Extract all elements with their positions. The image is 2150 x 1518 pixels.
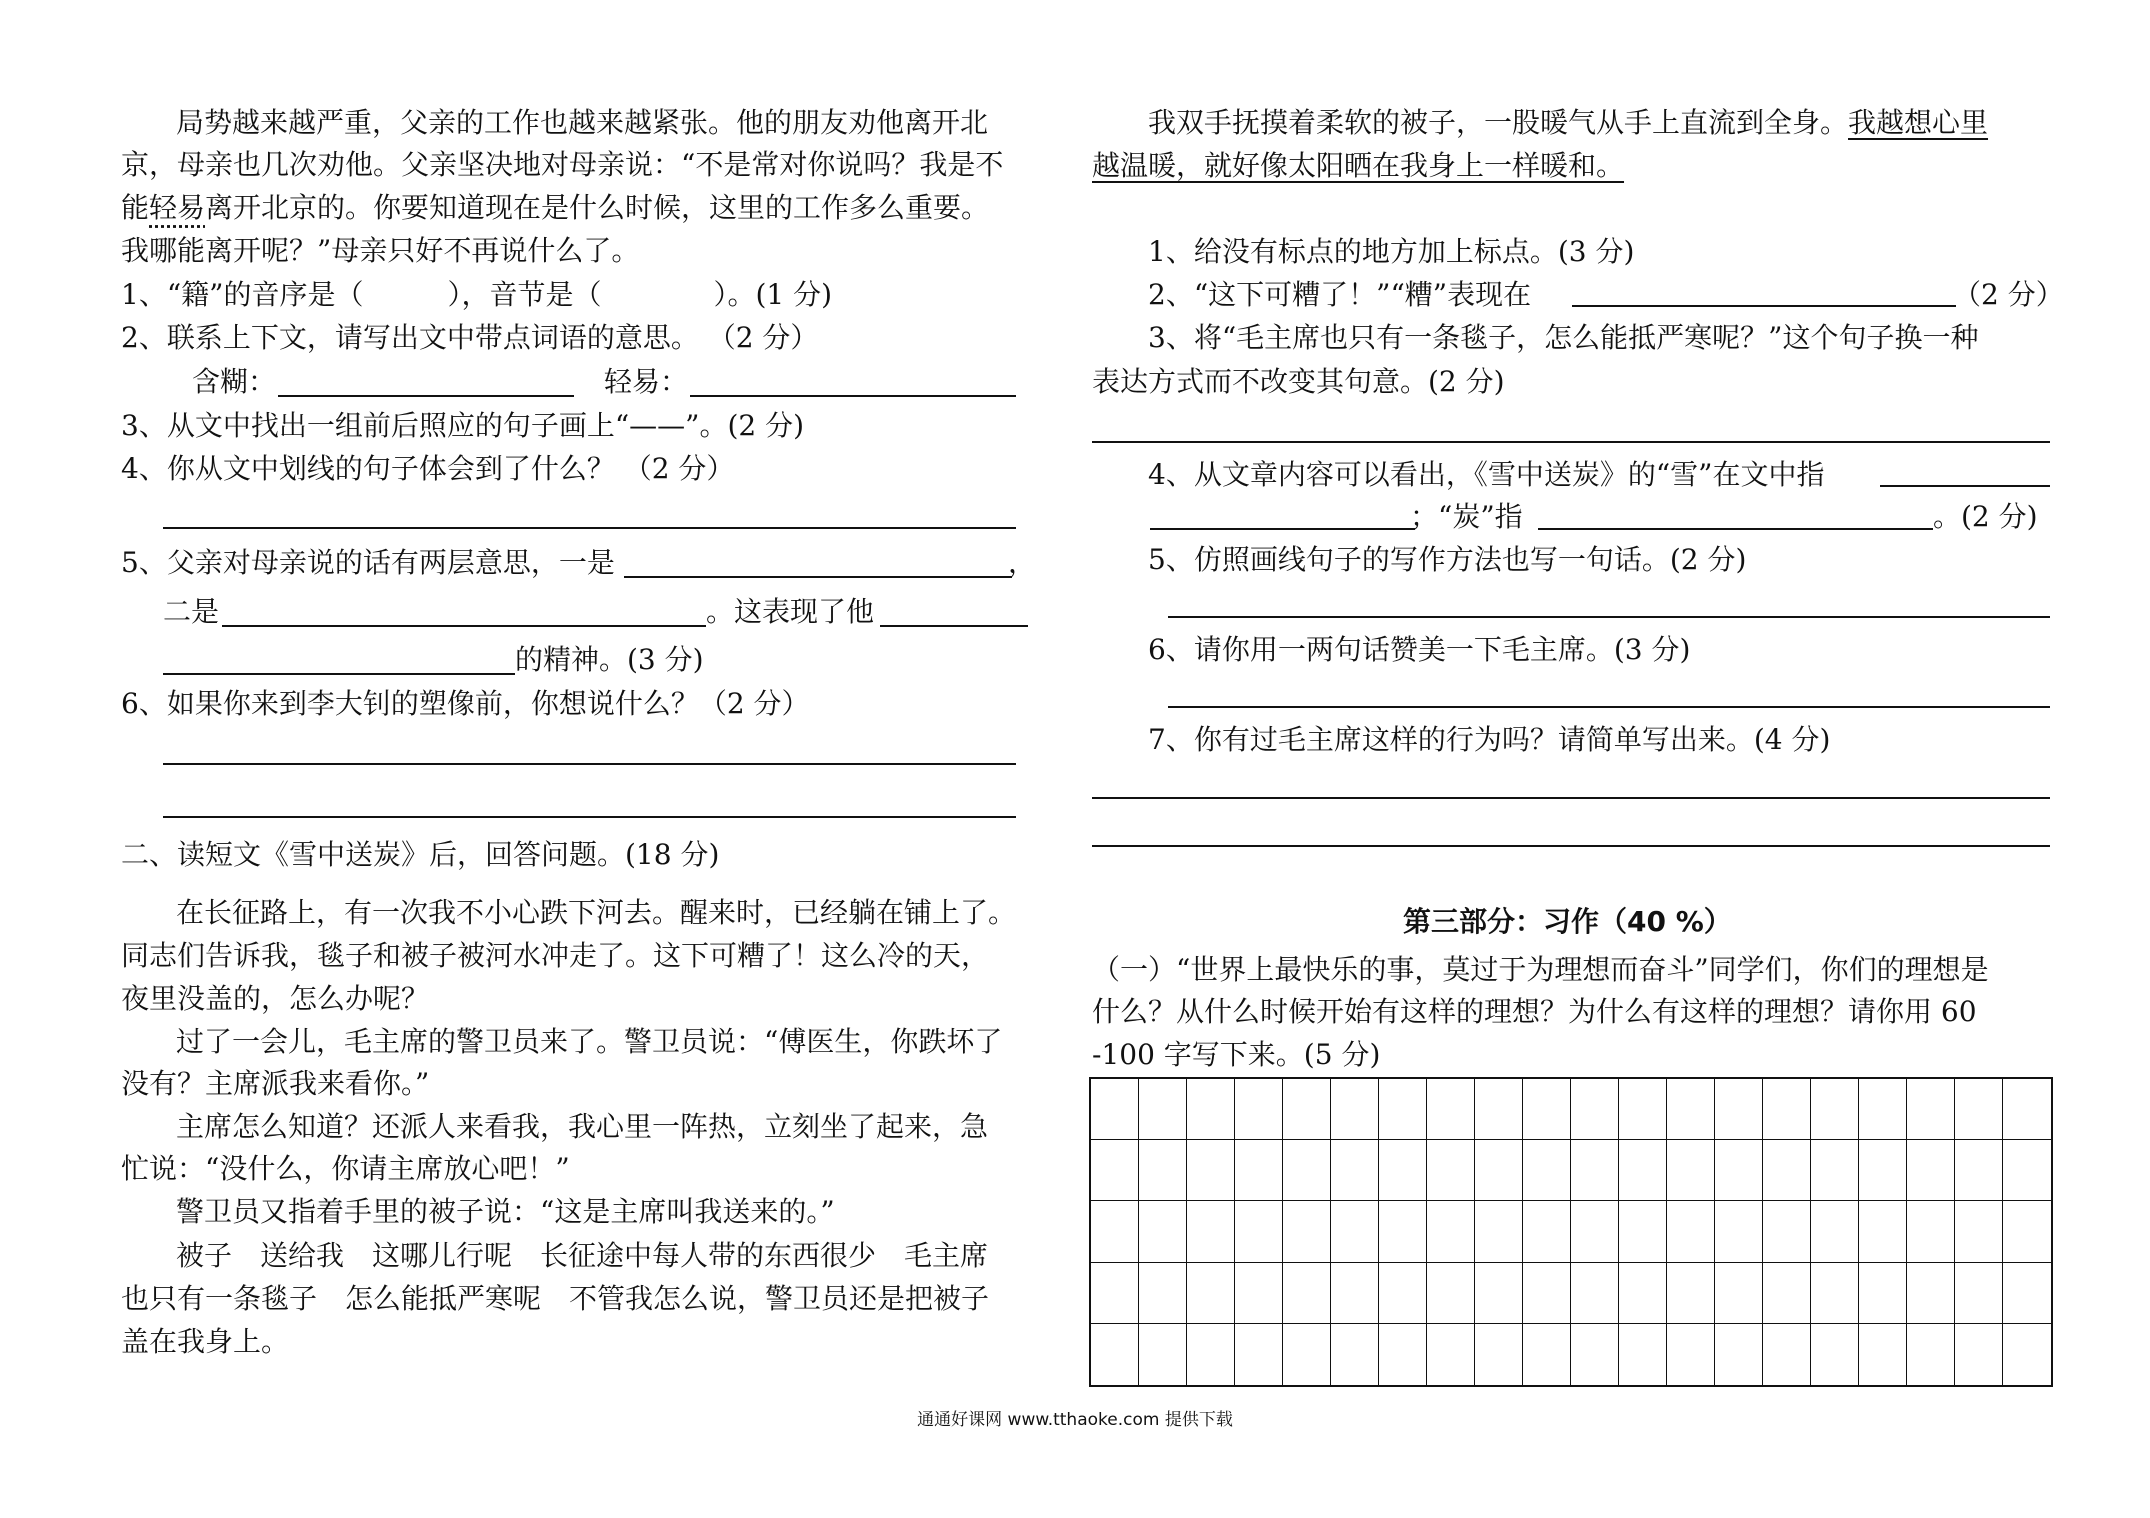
right-passage-line1: 我双手抚摸着柔软的被子，一股暖气从手上直流到全身。我越想心里 — [1148, 106, 1989, 139]
answer-line-q5-2[interactable] — [222, 625, 706, 627]
question-5-part3: 。这表现了他 — [706, 595, 875, 628]
grid-cell[interactable] — [1667, 1140, 1715, 1201]
grid-cell[interactable] — [1859, 1324, 1907, 1385]
passage1-line1: 局势越来越严重，父亲的工作也越来越紧张。他的朋友劝他离开北 — [176, 106, 989, 139]
answer-line-rq4-3[interactable] — [1538, 528, 1933, 530]
grid-cell[interactable] — [1571, 1263, 1619, 1324]
grid-cell[interactable] — [1427, 1079, 1475, 1140]
grid-cell[interactable] — [1187, 1324, 1235, 1385]
grid-cell[interactable] — [1427, 1140, 1475, 1201]
right-question-7: 7、你有过毛主席这样的行为吗？请简单写出来。(4 分) — [1148, 723, 1831, 756]
answer-line-q4[interactable] — [163, 527, 1016, 529]
grid-cell[interactable] — [1187, 1079, 1235, 1140]
grid-cell[interactable] — [1907, 1140, 1955, 1201]
grid-cell[interactable] — [1331, 1140, 1379, 1201]
grid-cell[interactable] — [1859, 1263, 1907, 1324]
answer-line-rq2[interactable] — [1572, 305, 1956, 307]
grid-cell[interactable] — [1859, 1079, 1907, 1140]
question-2-hanhu-label: 含糊： — [192, 365, 277, 398]
answer-line-rq7-1[interactable] — [1092, 797, 2050, 799]
question-3: 3、从文中找出一组前后照应的句子画上“——”。(2 分) — [121, 409, 805, 442]
grid-cell[interactable] — [1811, 1263, 1859, 1324]
grid-cell[interactable] — [1571, 1079, 1619, 1140]
answer-line-q5-3[interactable] — [880, 625, 1028, 627]
right-question-1: 1、给没有标点的地方加上标点。(3 分) — [1148, 235, 1635, 268]
answer-line-q6-1[interactable] — [163, 763, 1016, 765]
story-line9: 被子 送给我 这哪儿行呢 长征途中每人带的东西很少 毛主席 — [176, 1239, 989, 1272]
grid-cell[interactable] — [1283, 1140, 1331, 1201]
grid-cell[interactable] — [1235, 1263, 1283, 1324]
writing-grid[interactable] — [1089, 1077, 2053, 1387]
right-question-5: 5、仿照画线句子的写作方法也写一句话。(2 分) — [1148, 543, 1747, 576]
grid-cell[interactable] — [1187, 1201, 1235, 1262]
grid-cell[interactable] — [1283, 1324, 1331, 1385]
grid-cell[interactable] — [2003, 1324, 2051, 1385]
story-line5: 没有？主席派我来看你。” — [121, 1067, 430, 1100]
answer-line-q6-2[interactable] — [163, 816, 1016, 818]
passage1-line2: 京，母亲也几次劝他。父亲坚决地对母亲说：“不是常对你说吗？我是不 — [121, 148, 1004, 181]
grid-cell[interactable] — [1235, 1140, 1283, 1201]
grid-cell[interactable] — [1619, 1324, 1667, 1385]
answer-line-rq5[interactable] — [1168, 616, 2050, 618]
grid-cell[interactable] — [1907, 1263, 1955, 1324]
writing-prompt-line2: 什么？从什么时候开始有这样的理想？为什么有这样的理想？请你用 60 — [1092, 995, 1977, 1028]
answer-line-rq4-1[interactable] — [1880, 485, 2050, 487]
answer-line-rq4-2[interactable] — [1150, 528, 1415, 530]
question-5-part4: 的精神。(3 分) — [515, 643, 704, 676]
grid-cell[interactable] — [1667, 1079, 1715, 1140]
answer-line-qingyi[interactable] — [690, 395, 1016, 397]
grid-cell[interactable] — [1571, 1324, 1619, 1385]
grid-cell[interactable] — [1139, 1079, 1187, 1140]
story-line10: 也只有一条毯子 怎么能抵严寒呢 不管我怎么说，警卫员还是把被子 — [121, 1282, 990, 1315]
footer-credit: 通通好课网 www.tthaoke.com 提供下载 — [917, 1410, 1233, 1430]
grid-cell[interactable] — [1283, 1201, 1331, 1262]
grid-cell[interactable] — [1331, 1324, 1379, 1385]
grid-cell[interactable] — [1427, 1263, 1475, 1324]
grid-cell[interactable] — [1907, 1324, 1955, 1385]
question-6: 6、如果你来到李大钊的塑像前，你想说什么？（2 分） — [121, 687, 810, 720]
grid-cell[interactable] — [1475, 1201, 1523, 1262]
grid-cell[interactable] — [1811, 1140, 1859, 1201]
story-line6: 主席怎么知道？还派人来看我，我心里一阵热，立刻坐了起来，急 — [176, 1110, 989, 1143]
grid-cell[interactable] — [1811, 1079, 1859, 1140]
passage1-line4: 我哪能离开呢？”母亲只好不再说什么了。 — [121, 234, 640, 267]
grid-cell[interactable] — [1619, 1079, 1667, 1140]
question-5-part1: 5、父亲对母亲说的话有两层意思，一是 — [121, 546, 615, 579]
grid-cell[interactable] — [1955, 1263, 2003, 1324]
grid-cell[interactable] — [1907, 1201, 1955, 1262]
question-2-qingyi-label: 轻易： — [604, 365, 689, 398]
grid-cell[interactable] — [1139, 1324, 1187, 1385]
writing-prompt-line3: -100 字写下来。(5 分) — [1092, 1038, 1381, 1071]
grid-cell[interactable] — [1715, 1263, 1763, 1324]
grid-cell[interactable] — [1139, 1201, 1187, 1262]
underlined-sentence-part2: 越温暖，就好像太阳晒在我身上一样暖和。 — [1092, 149, 1625, 182]
grid-cell[interactable] — [1187, 1263, 1235, 1324]
grid-cell[interactable] — [1811, 1324, 1859, 1385]
grid-cell[interactable] — [1667, 1201, 1715, 1262]
grid-cell[interactable] — [1235, 1324, 1283, 1385]
grid-cell[interactable] — [1955, 1201, 2003, 1262]
grid-cell[interactable] — [1715, 1201, 1763, 1262]
grid-cell[interactable] — [1715, 1079, 1763, 1140]
grid-cell[interactable] — [1667, 1263, 1715, 1324]
question-5-comma: ， — [1008, 546, 1037, 579]
grid-cell[interactable] — [1619, 1201, 1667, 1262]
answer-line-q5-4[interactable] — [163, 673, 515, 675]
grid-cell[interactable] — [1859, 1140, 1907, 1201]
grid-cell[interactable] — [1427, 1324, 1475, 1385]
grid-cell[interactable] — [1955, 1079, 2003, 1140]
grid-cell[interactable] — [1763, 1263, 1811, 1324]
story-line8: 警卫员又指着手里的被子说：“这是主席叫我送来的。” — [176, 1195, 835, 1228]
grid-cell[interactable] — [1811, 1201, 1859, 1262]
grid-cell[interactable] — [1523, 1263, 1571, 1324]
answer-line-q5-1[interactable] — [624, 576, 1012, 578]
story-line11: 盖在我身上。 — [121, 1325, 290, 1358]
passage1-line3: 能轻易离开北京的。你要知道现在是什么时候，这里的工作多么重要。 — [121, 191, 990, 224]
answer-line-rq7-2[interactable] — [1092, 845, 2050, 847]
grid-cell[interactable] — [1427, 1201, 1475, 1262]
grid-cell[interactable] — [1859, 1201, 1907, 1262]
story-line3: 夜里没盖的，怎么办呢？ — [121, 982, 430, 1015]
grid-cell[interactable] — [1091, 1140, 1139, 1201]
grid-cell[interactable] — [1139, 1263, 1187, 1324]
grid-cell[interactable] — [1091, 1263, 1139, 1324]
grid-cell[interactable] — [1091, 1201, 1139, 1262]
grid-cell[interactable] — [1187, 1140, 1235, 1201]
grid-cell[interactable] — [1331, 1079, 1379, 1140]
grid-cell[interactable] — [1667, 1324, 1715, 1385]
grid-cell[interactable] — [2003, 1263, 2051, 1324]
grid-cell[interactable] — [2003, 1079, 2051, 1140]
grid-cell[interactable] — [2003, 1201, 2051, 1262]
right-question-2-points: （2 分） — [1953, 278, 2064, 311]
grid-cell[interactable] — [1523, 1201, 1571, 1262]
grid-cell[interactable] — [1955, 1140, 2003, 1201]
underlined-sentence-part1: 我越想心里 — [1848, 106, 1989, 139]
grid-cell[interactable] — [1331, 1263, 1379, 1324]
story-line2: 同志们告诉我，毯子和被子被河水冲走了。这下可糟了！这么冷的天， — [121, 939, 990, 972]
question-1: 1、“籍”的音序是（ ），音节是（ ）。(1 分) — [121, 278, 833, 311]
right-question-4-line2b: 。(2 分) — [1933, 500, 2038, 533]
section-2-heading: 二、读短文《雪中送炭》后，回答问题。(18 分) — [121, 838, 720, 871]
grid-cell[interactable] — [1235, 1079, 1283, 1140]
grid-cell[interactable] — [1907, 1079, 1955, 1140]
story-line1: 在长征路上，有一次我不小心跌下河去。醒来时，已经躺在铺上了。 — [176, 896, 1017, 929]
grid-cell[interactable] — [1763, 1324, 1811, 1385]
grid-cell[interactable] — [1763, 1079, 1811, 1140]
grid-cell[interactable] — [1523, 1324, 1571, 1385]
grid-cell[interactable] — [1475, 1324, 1523, 1385]
grid-cell[interactable] — [1139, 1140, 1187, 1201]
section-3-heading: 第三部分：习作（40 %） — [1403, 905, 1732, 938]
answer-line-rq3[interactable] — [1092, 441, 2050, 443]
answer-line-hanhu[interactable] — [278, 395, 574, 397]
grid-cell[interactable] — [1283, 1263, 1331, 1324]
right-question-3-line1: 3、将“毛主席也只有一条毯子，怎么能抵严寒呢？”这个句子换一种 — [1148, 321, 1979, 354]
grid-cell[interactable] — [1763, 1201, 1811, 1262]
question-5-part2: 二是 — [163, 595, 220, 628]
writing-prompt-line1: （一）“世界上最快乐的事，莫过于为理想而奋斗”同学们，你们的理想是 — [1092, 953, 1989, 986]
grid-cell[interactable] — [1619, 1263, 1667, 1324]
grid-cell[interactable] — [2003, 1140, 2051, 1201]
grid-cell[interactable] — [1331, 1201, 1379, 1262]
grid-cell[interactable] — [1523, 1140, 1571, 1201]
grid-cell[interactable] — [1619, 1140, 1667, 1201]
answer-line-rq6[interactable] — [1168, 706, 2050, 708]
grid-cell[interactable] — [1283, 1079, 1331, 1140]
grid-cell[interactable] — [1235, 1201, 1283, 1262]
grid-cell[interactable] — [1379, 1201, 1427, 1262]
grid-cell[interactable] — [1475, 1140, 1523, 1201]
grid-cell[interactable] — [1379, 1263, 1427, 1324]
story-line4: 过了一会儿，毛主席的警卫员来了。警卫员说：“傅医生，你跌坏了 — [176, 1025, 1003, 1058]
grid-cell[interactable] — [1475, 1079, 1523, 1140]
grid-cell[interactable] — [1379, 1324, 1427, 1385]
right-question-2: 2、“这下可糟了！”“糟”表现在 — [1148, 278, 1532, 311]
right-question-6: 6、请你用一两句话赞美一下毛主席。(3 分) — [1148, 633, 1691, 666]
grid-cell[interactable] — [1571, 1140, 1619, 1201]
grid-cell[interactable] — [1379, 1140, 1427, 1201]
question-2: 2、联系上下文，请写出文中带点词语的意思。 （2 分） — [121, 321, 819, 354]
story-line7: 忙说：“没什么，你请主席放心吧！” — [121, 1152, 570, 1185]
grid-cell[interactable] — [1715, 1140, 1763, 1201]
grid-cell[interactable] — [1571, 1201, 1619, 1262]
grid-cell[interactable] — [1955, 1324, 2003, 1385]
grid-cell[interactable] — [1763, 1140, 1811, 1201]
grid-cell[interactable] — [1091, 1324, 1139, 1385]
question-4: 4、你从文中划线的句子体会到了什么？ （2 分） — [121, 452, 735, 485]
grid-cell[interactable] — [1523, 1079, 1571, 1140]
grid-cell[interactable] — [1475, 1263, 1523, 1324]
grid-cell[interactable] — [1091, 1079, 1139, 1140]
grid-cell[interactable] — [1379, 1079, 1427, 1140]
grid-cell[interactable] — [1715, 1324, 1763, 1385]
dotted-word-qingyi: 轻易 — [149, 191, 206, 224]
right-question-3-line2: 表达方式而不改变其句意。(2 分) — [1092, 365, 1505, 398]
right-question-4-line1: 4、从文章内容可以看出，《雪中送炭》的“雪”在文中指 — [1148, 458, 1825, 491]
right-question-4-line2a: ；“炭”指 — [1410, 500, 1523, 533]
